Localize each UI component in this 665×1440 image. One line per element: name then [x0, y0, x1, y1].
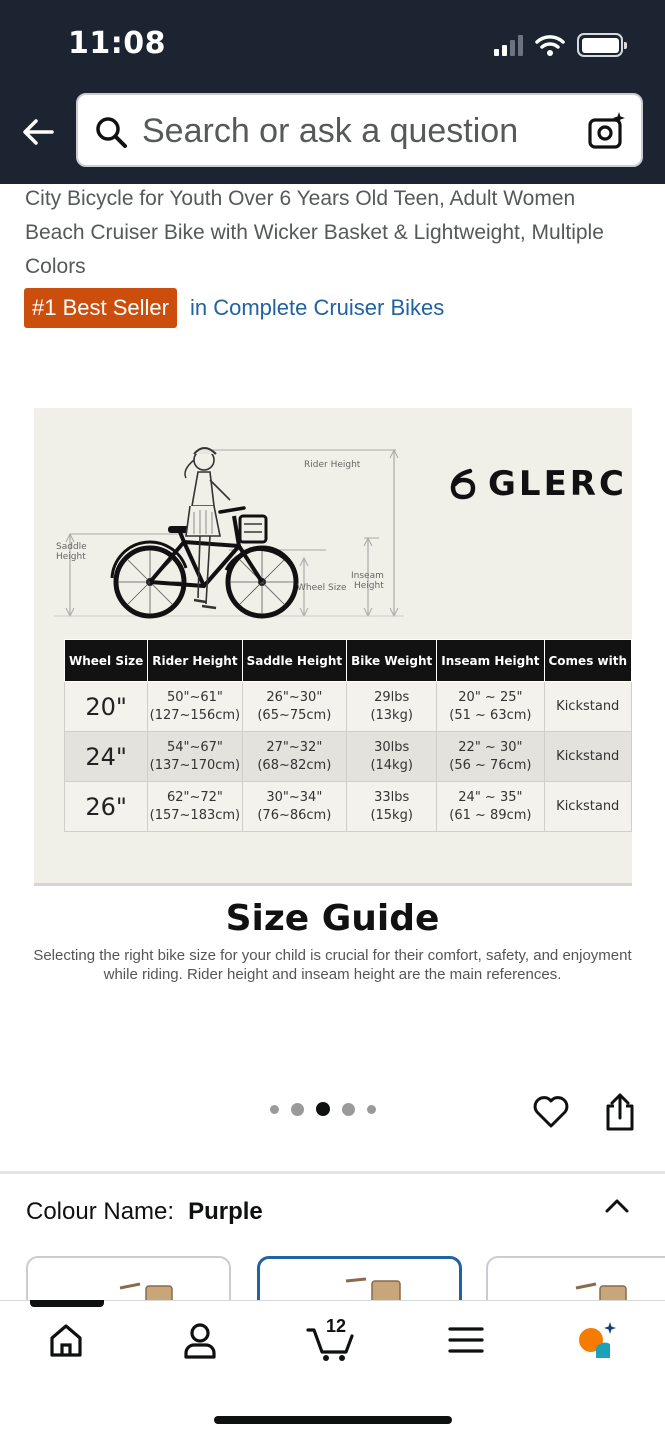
saddle-height-cm: (65~75cm)	[257, 707, 332, 723]
inseam-height-cm: (56 ~ 76cm)	[449, 757, 532, 773]
comes-with-cell: Kickstand	[544, 782, 632, 832]
status-icons	[494, 30, 623, 60]
rider-height-cell	[148, 682, 242, 732]
cellular-signal-icon	[494, 34, 523, 56]
comes-with-cell: Kickstand	[544, 732, 632, 782]
table-header-row	[65, 640, 632, 682]
account-icon[interactable]	[178, 1318, 222, 1362]
saddle-height-cm: (76~86cm)	[257, 807, 332, 823]
carousel-dot-active[interactable]	[316, 1102, 330, 1116]
comes-with-cell: Kickstand	[544, 682, 632, 732]
table-header: Inseam Height	[437, 640, 544, 682]
battery-icon	[577, 33, 623, 57]
rider-height-in: 62"~72"	[166, 789, 223, 805]
table-header: Saddle Height	[242, 640, 347, 682]
colour-label: Colour Name:	[26, 1198, 175, 1225]
bike-weight-cell	[347, 682, 437, 732]
bike-weight-lbs: 30lbs	[374, 739, 410, 755]
saddle-height-in: 30"~34"	[266, 789, 323, 805]
bike-weight-lbs: 33lbs	[374, 789, 410, 805]
share-icon[interactable]	[602, 1092, 638, 1132]
wheel-size-cell: 20"	[65, 682, 148, 732]
rider-height-cell	[148, 782, 242, 832]
table-header: Bike Weight	[347, 640, 437, 682]
inseam-height-cm: (51 ~ 63cm)	[449, 707, 532, 723]
inseam-height-cm: (61 ~ 89cm)	[449, 807, 532, 823]
saddle-height-in: 26"~30"	[266, 689, 323, 705]
menu-icon[interactable]	[444, 1318, 488, 1362]
saddle-height-cell	[242, 732, 347, 782]
rider-height-in: 50"~61"	[166, 689, 223, 705]
colour-name-row	[26, 1198, 263, 1226]
table-header: Wheel Size	[65, 640, 148, 682]
inseam-height-label-2: Height	[354, 581, 384, 591]
carousel-dot[interactable]	[342, 1103, 355, 1116]
inseam-height-cell	[437, 732, 544, 782]
table-header: Rider Height	[148, 640, 242, 682]
tab-active-indicator	[30, 1300, 104, 1307]
cart-count: 12	[326, 1316, 347, 1336]
wheel-size-label: Wheel Size	[297, 583, 347, 593]
search-box[interactable]	[76, 93, 643, 167]
saddle-height-label-1: Saddle	[56, 542, 87, 552]
brand-name: GLERC	[488, 464, 627, 504]
category-link[interactable]: in Complete Cruiser Bikes	[189, 295, 445, 320]
section-divider	[0, 1171, 665, 1174]
inseam-height-in: 22" ~ 30"	[458, 739, 523, 755]
best-seller-row	[24, 288, 444, 328]
size-guide-title: Size Guide	[225, 898, 440, 939]
rider-height-cell	[148, 732, 242, 782]
table-row	[65, 782, 632, 832]
table-row	[65, 732, 632, 782]
rufus-icon[interactable]	[576, 1318, 620, 1362]
brand-logo	[446, 464, 627, 504]
bike-weight-kg: (13kg)	[370, 707, 413, 723]
table-row	[65, 682, 632, 732]
size-guide-text: Selecting the right bike size for your child is crucial for their comfort, safety, and enjoyment while riding. Rider height and inseam height are the main references.	[33, 947, 632, 983]
colour-value: Purple	[188, 1198, 263, 1225]
inseam-height-cell	[437, 782, 544, 832]
back-arrow-icon[interactable]	[18, 112, 58, 152]
rider-height-cm: (127~156cm)	[149, 707, 241, 723]
carousel-dots[interactable]	[270, 1102, 376, 1116]
saddle-height-cell	[242, 782, 347, 832]
carousel-dot[interactable]	[291, 1103, 304, 1116]
saddle-height-cm: (68~82cm)	[257, 757, 332, 773]
product-image[interactable]	[34, 408, 632, 886]
wifi-icon	[535, 33, 565, 57]
bike-illustration	[34, 408, 632, 628]
inseam-height-in: 20" ~ 25"	[458, 689, 523, 705]
bike-weight-kg: (15kg)	[370, 807, 413, 823]
bike-weight-kg: (14kg)	[370, 757, 413, 773]
home-icon[interactable]	[44, 1318, 88, 1362]
bike-weight-cell	[347, 732, 437, 782]
product-title[interactable]: City Bicycle for Youth Over 6 Years Old Teen, Adult Women Beach Cruiser Bike with Wicker Basket & Lightweight, Multiple Colors	[25, 187, 604, 278]
table-header: Comes with	[544, 640, 632, 682]
search-input[interactable]	[142, 109, 582, 153]
rider-height-label: Rider Height	[304, 460, 361, 470]
inseam-height-cell	[437, 682, 544, 732]
inseam-height-in: 24" ~ 35"	[458, 789, 523, 805]
rider-height-cm: (137~170cm)	[149, 757, 241, 773]
size-table	[64, 639, 632, 832]
search-icon	[94, 115, 128, 149]
wheel-size-cell: 24"	[65, 732, 148, 782]
carousel-dot[interactable]	[270, 1105, 279, 1114]
saddle-height-cell	[242, 682, 347, 732]
saddle-height-label-2: Height	[56, 552, 86, 562]
bike-weight-lbs: 29lbs	[374, 689, 410, 705]
rider-height-cm: (157~183cm)	[149, 807, 241, 823]
status-time: 11:08	[68, 26, 166, 61]
carousel-dot[interactable]	[367, 1105, 376, 1114]
inseam-height-label-1: Inseam	[351, 571, 384, 581]
heart-icon[interactable]	[532, 1093, 570, 1131]
camera-icon[interactable]	[587, 111, 627, 151]
home-indicator	[214, 1416, 452, 1424]
header	[0, 0, 665, 184]
chevron-up-icon[interactable]	[603, 1192, 631, 1220]
wheel-size-cell: 26"	[65, 782, 148, 832]
best-seller-badge: #1 Best Seller	[24, 288, 177, 328]
bike-weight-cell	[347, 782, 437, 832]
brand-mark-icon	[446, 467, 480, 501]
rider-height-in: 54"~67"	[166, 739, 223, 755]
saddle-height-in: 27"~32"	[266, 739, 323, 755]
